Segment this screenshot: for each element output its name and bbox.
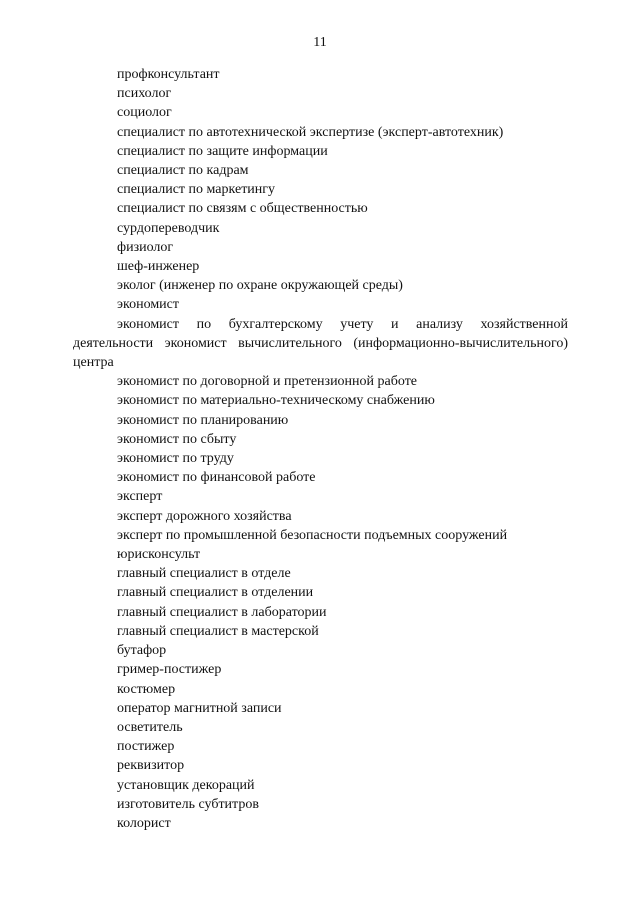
list-item: костюмер xyxy=(117,681,176,697)
list-item: психолог xyxy=(117,86,172,102)
list-item: эксперт дорожного хозяйства xyxy=(117,508,292,524)
wrapped-profession-entry xyxy=(0,315,568,373)
list-item: главный специалист в отделе xyxy=(117,566,291,582)
list-item: экономист по финансовой работе xyxy=(117,470,316,486)
list-item: специалист по кадрам xyxy=(117,163,249,179)
list-item: сурдопереводчик xyxy=(117,220,220,236)
list-item: специалист по автотехнической экспертизе (эксперт-автотехник) xyxy=(117,124,504,140)
list-item: реквизитор xyxy=(117,758,185,774)
list-item: шеф-инженер xyxy=(117,259,200,275)
list-item: эксперт xyxy=(117,489,163,505)
list-item: юрисконсульт xyxy=(117,547,201,563)
list-item: главный специалист в мастерской xyxy=(117,623,319,639)
list-item: экономист xyxy=(117,297,180,313)
list-item: экономист по материально-техническому снабжению xyxy=(117,393,435,409)
list-item: осветитель xyxy=(117,719,183,735)
list-item: специалист по защите информации xyxy=(117,143,328,159)
list-item: экономист по планированию xyxy=(117,412,289,428)
list-item: оператор магнитной записи xyxy=(117,700,282,716)
list-item: профконсультант xyxy=(117,67,220,82)
wrapped-entry-line-2: деятельности экономист вычислительного (информационно-вычислительного) xyxy=(73,335,568,351)
wrapped-entry-line-3: центра xyxy=(73,355,114,371)
list-item: эколог (инженер по охране окружающей среды) xyxy=(117,278,403,294)
list-item: изготовитель субтитров xyxy=(117,796,259,812)
list-item: главный специалист в лаборатории xyxy=(117,604,327,620)
list-item: постижер xyxy=(117,739,175,755)
list-item: гример-постижер xyxy=(117,662,222,678)
list-item: экономист по сбыту xyxy=(117,431,237,447)
profession-list xyxy=(0,65,640,833)
wrapped-entry-line-1: экономист по бухгалтерскому учету и анализу хозяйственной xyxy=(117,316,568,332)
list-item: экономист по труду xyxy=(117,451,234,467)
list-item: социолог xyxy=(117,105,172,121)
profession-list-part-2 xyxy=(0,372,640,833)
list-item: главный специалист в отделении xyxy=(117,585,314,601)
list-item: эксперт по промышленной безопасности подъемных сооружений xyxy=(117,527,508,543)
list-item: колорист xyxy=(117,815,171,831)
list-item: специалист по маркетингу xyxy=(117,182,276,198)
page-number: 11 xyxy=(313,35,327,50)
list-item: физиолог xyxy=(117,239,174,255)
list-item: установщик декораций xyxy=(117,777,255,793)
list-item: экономист по договорной и претензионной работе xyxy=(117,374,418,390)
list-item: бутафор xyxy=(117,643,167,659)
list-item: специалист по связям с общественностью xyxy=(117,201,368,217)
profession-list-part-1 xyxy=(0,65,640,315)
